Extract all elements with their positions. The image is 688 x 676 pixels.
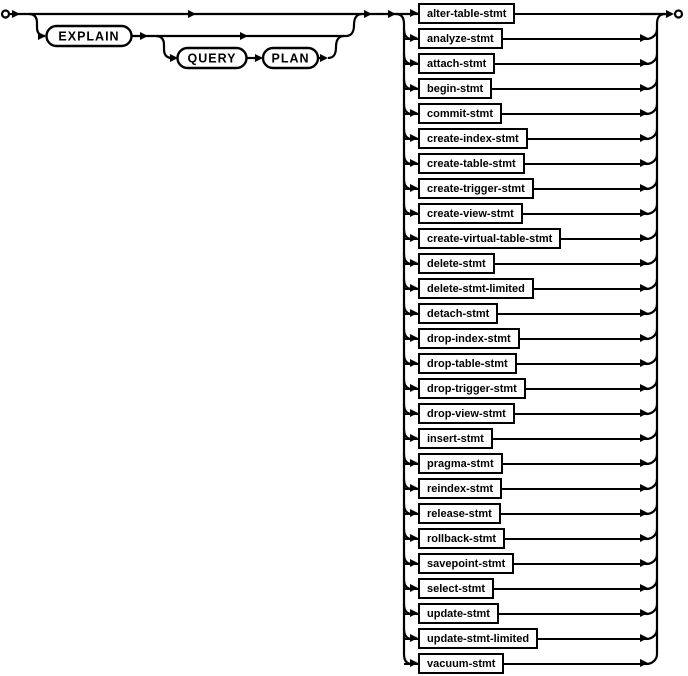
exit-wire bbox=[503, 38, 648, 40]
entry-arrow-icon bbox=[404, 338, 418, 340]
alternative-row bbox=[404, 526, 657, 551]
keyword-explain-pill bbox=[47, 26, 132, 46]
nonterminal-commit-stmt[interactable]: commit-stmt bbox=[418, 103, 502, 124]
alternative-row bbox=[404, 576, 657, 601]
entry-arrow-icon bbox=[404, 13, 418, 15]
entry-arrow-icon bbox=[404, 663, 418, 665]
alternative-row bbox=[404, 101, 657, 126]
alternative-row bbox=[404, 176, 657, 201]
nonterminal-analyze-stmt[interactable]: analyze-stmt bbox=[418, 28, 503, 49]
alternative-row bbox=[404, 301, 657, 326]
exit-wire bbox=[505, 538, 648, 540]
start-terminal-icon bbox=[2, 11, 9, 18]
exit-wire bbox=[499, 613, 648, 615]
nonterminal-create-trigger-stmt[interactable]: create-trigger-stmt bbox=[418, 178, 534, 199]
exit-wire bbox=[504, 663, 648, 665]
exit-wire bbox=[501, 513, 648, 515]
alternative-row bbox=[404, 551, 657, 576]
nonterminal-drop-table-stmt[interactable]: drop-table-stmt bbox=[418, 353, 517, 374]
exit-wire bbox=[525, 163, 648, 165]
exit-wire bbox=[495, 63, 648, 65]
exit-wire bbox=[534, 188, 648, 190]
entry-arrow-icon bbox=[404, 613, 418, 615]
exit-wire bbox=[561, 238, 648, 240]
nonterminal-drop-trigger-stmt[interactable]: drop-trigger-stmt bbox=[418, 378, 526, 399]
nonterminal-create-virtual-table-stmt[interactable]: create-virtual-table-stmt bbox=[418, 228, 561, 249]
nonterminal-delete-stmt[interactable]: delete-stmt bbox=[418, 253, 495, 274]
exit-wire bbox=[538, 638, 648, 640]
alternative-row bbox=[404, 601, 657, 626]
keyword-plan-pill bbox=[263, 48, 318, 68]
nonterminal-pragma-stmt[interactable]: pragma-stmt bbox=[418, 453, 503, 474]
entry-arrow-icon bbox=[404, 513, 418, 515]
exit-wire bbox=[502, 113, 648, 115]
entry-arrow-icon bbox=[404, 638, 418, 640]
exit-wire bbox=[520, 338, 648, 340]
nonterminal-detach-stmt[interactable]: detach-stmt bbox=[418, 303, 498, 324]
nonterminal-update-stmt-limited[interactable]: update-stmt-limited bbox=[418, 628, 538, 649]
nonterminal-release-stmt[interactable]: release-stmt bbox=[418, 503, 501, 524]
entry-arrow-icon bbox=[404, 263, 418, 265]
nonterminal-create-view-stmt[interactable]: create-view-stmt bbox=[418, 203, 523, 224]
nonterminal-drop-view-stmt[interactable]: drop-view-stmt bbox=[418, 403, 515, 424]
exit-wire bbox=[502, 488, 648, 490]
alternative-row bbox=[404, 276, 657, 301]
nonterminal-update-stmt[interactable]: update-stmt bbox=[418, 603, 499, 624]
alternative-row bbox=[404, 326, 657, 351]
entry-arrow-icon bbox=[404, 438, 418, 440]
entry-arrow-icon bbox=[404, 463, 418, 465]
alternative-row bbox=[404, 476, 657, 501]
entry-arrow-icon bbox=[404, 488, 418, 490]
entry-arrow-icon bbox=[404, 38, 418, 40]
exit-wire bbox=[495, 263, 648, 265]
nonterminal-reindex-stmt[interactable]: reindex-stmt bbox=[418, 478, 502, 499]
alternative-row bbox=[404, 26, 657, 51]
exit-wire bbox=[503, 463, 648, 465]
alternative-row bbox=[404, 351, 657, 376]
nonterminal-create-index-stmt[interactable]: create-index-stmt bbox=[418, 128, 528, 149]
nonterminal-insert-stmt[interactable]: insert-stmt bbox=[418, 428, 493, 449]
alternative-row bbox=[404, 76, 657, 101]
exit-wire bbox=[528, 138, 648, 140]
alternative-row bbox=[404, 401, 657, 426]
alternative-row bbox=[404, 651, 657, 676]
exit-wire bbox=[517, 363, 648, 365]
alternative-row bbox=[404, 501, 657, 526]
alternative-row bbox=[404, 51, 657, 76]
entry-arrow-icon bbox=[404, 413, 418, 415]
entry-arrow-icon bbox=[404, 363, 418, 365]
nonterminal-create-table-stmt[interactable]: create-table-stmt bbox=[418, 153, 525, 174]
nonterminal-begin-stmt[interactable]: begin-stmt bbox=[418, 78, 492, 99]
exit-wire bbox=[498, 313, 648, 315]
keyword-query-pill bbox=[178, 48, 247, 68]
nonterminal-attach-stmt[interactable]: attach-stmt bbox=[418, 53, 495, 74]
entry-arrow-icon bbox=[404, 138, 418, 140]
exit-wire bbox=[494, 588, 648, 590]
entry-arrow-icon bbox=[404, 313, 418, 315]
alternative-row bbox=[404, 151, 657, 176]
alternative-row bbox=[404, 626, 657, 651]
alternative-row bbox=[404, 1, 657, 26]
exit-wire bbox=[493, 438, 648, 440]
alternative-row bbox=[404, 201, 657, 226]
entry-arrow-icon bbox=[404, 588, 418, 590]
entry-arrow-icon bbox=[404, 113, 418, 115]
nonterminal-drop-index-stmt[interactable]: drop-index-stmt bbox=[418, 328, 520, 349]
exit-wire bbox=[492, 88, 648, 90]
entry-arrow-icon bbox=[404, 163, 418, 165]
alternatives-stack bbox=[404, 1, 657, 676]
entry-arrow-icon bbox=[404, 538, 418, 540]
exit-wire bbox=[534, 288, 648, 290]
exit-wire bbox=[523, 213, 648, 215]
nonterminal-alter-table-stmt[interactable]: alter-table-stmt bbox=[418, 3, 515, 24]
nonterminal-delete-stmt-limited[interactable]: delete-stmt-limited bbox=[418, 278, 534, 299]
entry-arrow-icon bbox=[404, 188, 418, 190]
keyword-plan-label: PLAN bbox=[271, 51, 310, 66]
alternative-row bbox=[404, 426, 657, 451]
entry-arrow-icon bbox=[404, 288, 418, 290]
exit-wire bbox=[514, 563, 648, 565]
keyword-query-label: QUERY bbox=[187, 51, 237, 66]
entry-arrow-icon bbox=[404, 213, 418, 215]
nonterminal-rollback-stmt[interactable]: rollback-stmt bbox=[418, 528, 505, 549]
entry-arrow-icon bbox=[404, 63, 418, 65]
alternative-row bbox=[404, 451, 657, 476]
exit-wire bbox=[515, 413, 648, 415]
exit-wire bbox=[515, 13, 657, 15]
alternative-row bbox=[404, 251, 657, 276]
nonterminal-vacuum-stmt[interactable]: vacuum-stmt bbox=[418, 653, 504, 674]
alternative-row bbox=[404, 226, 657, 251]
entry-arrow-icon bbox=[404, 88, 418, 90]
entry-arrow-icon bbox=[404, 388, 418, 390]
alternative-row bbox=[404, 126, 657, 151]
exit-wire bbox=[526, 388, 648, 390]
alternative-row bbox=[404, 376, 657, 401]
entry-arrow-icon bbox=[404, 238, 418, 240]
nonterminal-select-stmt[interactable]: select-stmt bbox=[418, 578, 494, 599]
keyword-explain-label: EXPLAIN bbox=[58, 29, 120, 44]
entry-arrow-icon bbox=[404, 563, 418, 565]
nonterminal-savepoint-stmt[interactable]: savepoint-stmt bbox=[418, 553, 514, 574]
end-terminal-icon bbox=[675, 11, 682, 18]
